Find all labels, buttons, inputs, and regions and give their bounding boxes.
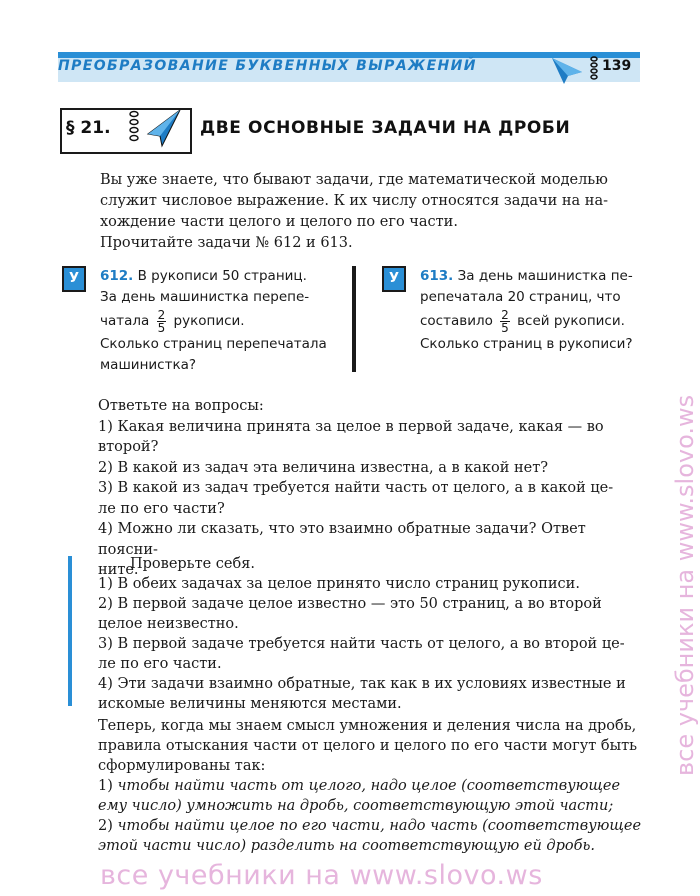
task-text: За день машинистка пе- [457,268,633,284]
task-text: чатала [100,313,150,329]
question-line: ните. [98,562,139,578]
task-613 [420,266,656,355]
section-number: § 21. [66,118,111,138]
task-number: 613. [420,268,454,284]
check-side-bar [68,556,72,706]
intro-line: Прочитайте задачи № 612 и 613. [100,235,353,251]
check-line: целое неизвестно. [98,616,239,632]
task-text: всей рукописи. [517,313,625,329]
fraction-numerator: 2 [157,307,166,322]
questions-block [98,396,646,581]
exercise-icon: У [382,266,406,292]
intro-paragraph [100,170,645,254]
question-line: ле по его части? [98,500,225,517]
fraction-numerator: 2 [501,307,509,322]
question-line: второй? [98,439,159,455]
task-text: Сколько страниц в рукописи? [420,336,633,352]
rules-block [98,716,646,856]
fraction [157,309,167,334]
fraction-denominator: 5 [501,320,509,335]
task-text: составило [420,313,493,329]
task-text: рукописи. [173,313,245,329]
question-line: 1) Какая величина принята за целое в первой задаче, какая — во [98,418,604,435]
rule-text: чтобы найти часть от целого, надо целое (соответствующее [117,778,621,794]
rule-text: этой части число) разделить на соответствующую ей дробь. [98,838,595,854]
task-612 [100,266,340,376]
section-title: ДВЕ ОСНОВНЫЕ ЗАДАЧИ НА ДРОБИ [200,118,571,138]
rule-text: чтобы найти целое по его части, надо часть (соответствующее [117,818,642,834]
check-line: ле по его части. [98,656,222,672]
pen-nib-icon [548,52,588,86]
fraction-denominator: 5 [157,320,166,335]
task-text: машинистка? [100,357,197,373]
header-title: ПРЕОБРАЗОВАНИЕ БУКВЕННЫХ ВЫРАЖЕНИЙ [58,58,477,74]
watermark-bottom: все учебники на www.slovo.ws [100,860,543,891]
task-number: 612. [100,268,134,284]
task-text: Сколько страниц перепечатала [100,336,327,352]
intro-line: Вы уже знаете, что бывают задачи, где математической моделью [100,172,608,188]
rules-line: правила отыскания части от целого и целого по его части могут быть [98,738,638,754]
question-line: 3) В какой из задач требуется найти часть от целого, а в какой це- [98,480,614,496]
question-line: 2) В какой из задач эта величина известна, а в какой нет? [98,459,549,476]
pen-nib-icon [128,104,186,150]
fraction [500,309,510,334]
spiral-binding-icon [590,54,598,82]
page-number: 139 [602,58,632,74]
intro-line: хождение части целого и целого по его части. [100,214,458,230]
task-text: В рукописи 50 страниц. [137,268,307,284]
check-line: 2) В первой задаче целое известно — это 50 страниц, а во второй [98,596,602,612]
exercise-icon: У [62,266,86,292]
watermark-text: все учебники на www.slovo.ws [671,394,699,776]
rules-line: Теперь, когда мы знаем смысл умножения и деления числа на дробь, [98,718,637,734]
task-divider [352,266,356,372]
rule-prefix: 2) [98,818,118,834]
rules-line: сформулированы так: [98,758,266,774]
question-line: Ответьте на вопросы: [98,398,264,414]
task-text: За день машинистка перепе- [100,289,310,305]
rule-text: ему число) умножить на дробь, соответствующую этой части; [98,798,614,814]
check-line: 1) В обеих задачах за целое принято число страниц рукописи. [98,576,580,592]
task-text: репечатала 20 страниц, что [420,289,621,305]
intro-line: служит числовое выражение. К их числу относятся задачи на на- [100,193,609,209]
check-block [98,554,646,714]
question-line: 4) Можно ли сказать, что это взаимно обратные задачи? Ответ поясни- [98,521,586,558]
watermark-vertical [663,140,700,780]
check-heading: Проверьте себя. [130,556,255,572]
check-line: искомые величины меняются местами. [98,696,402,712]
check-line: 4) Эти задачи взаимно обратные, так как в их условиях известные и [98,676,626,692]
rule-prefix: 1) [98,778,118,794]
check-line: 3) В первой задаче требуется найти часть от целого, а во второй це- [98,636,625,652]
